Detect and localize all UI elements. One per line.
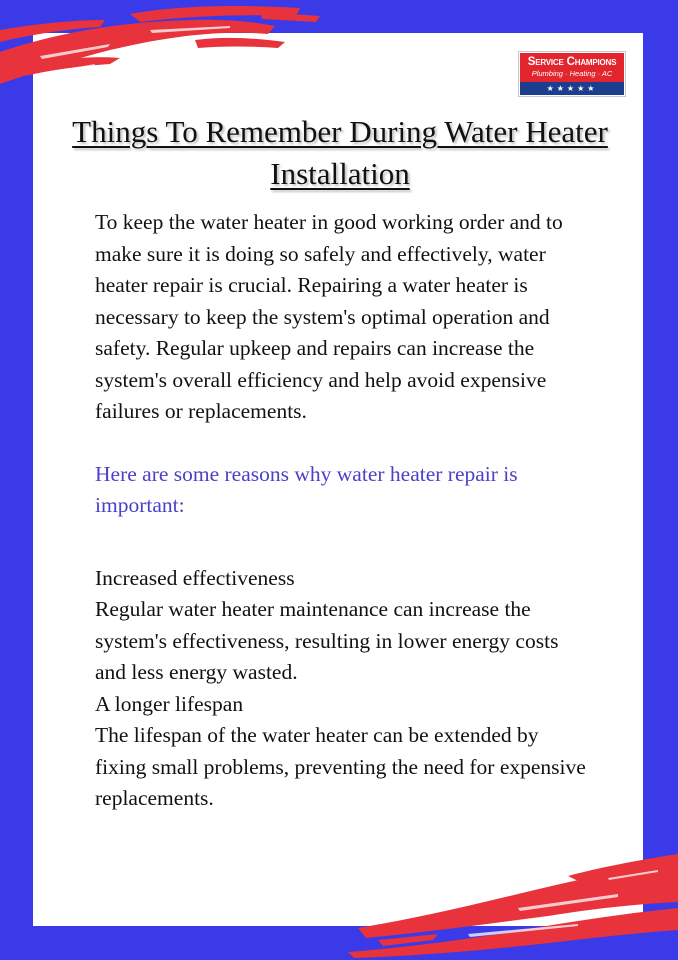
section-heading-effectiveness: Increased effectiveness	[95, 565, 295, 590]
article-body	[95, 207, 590, 815]
section-body-lifespan: The lifespan of the water heater can be extended by fixing small problems, preventing the need for expensive replacements.	[95, 723, 586, 810]
logo-stars: ★★★★★	[520, 82, 624, 95]
intro-paragraph: To keep the water heater in good working order and to make sure it is doing so safely and effectively, water heater repair is crucial. Repairing a water heater is necessary to keep the system's optimal operation and safety. Regular upkeep and repairs can increase the system's overall efficiency and help avoid expensive failures or replacements.	[95, 210, 563, 423]
logo-banner	[520, 53, 624, 83]
service-champions-logo	[518, 51, 626, 97]
section-body-effectiveness: Regular water heater maintenance can increase the system's effectiveness, resulting in lower energy costs and less energy wasted.	[95, 597, 559, 684]
section-heading-lifespan: A longer lifespan	[95, 691, 244, 716]
logo-tagline: Plumbing · Heating · AC	[531, 69, 613, 78]
page-title: Things To Remember During Water Heater Installation	[72, 114, 608, 191]
reasons-lead: Here are some reasons why water heater repair is important:	[95, 461, 518, 517]
logo-name: Service Champions	[527, 56, 617, 68]
